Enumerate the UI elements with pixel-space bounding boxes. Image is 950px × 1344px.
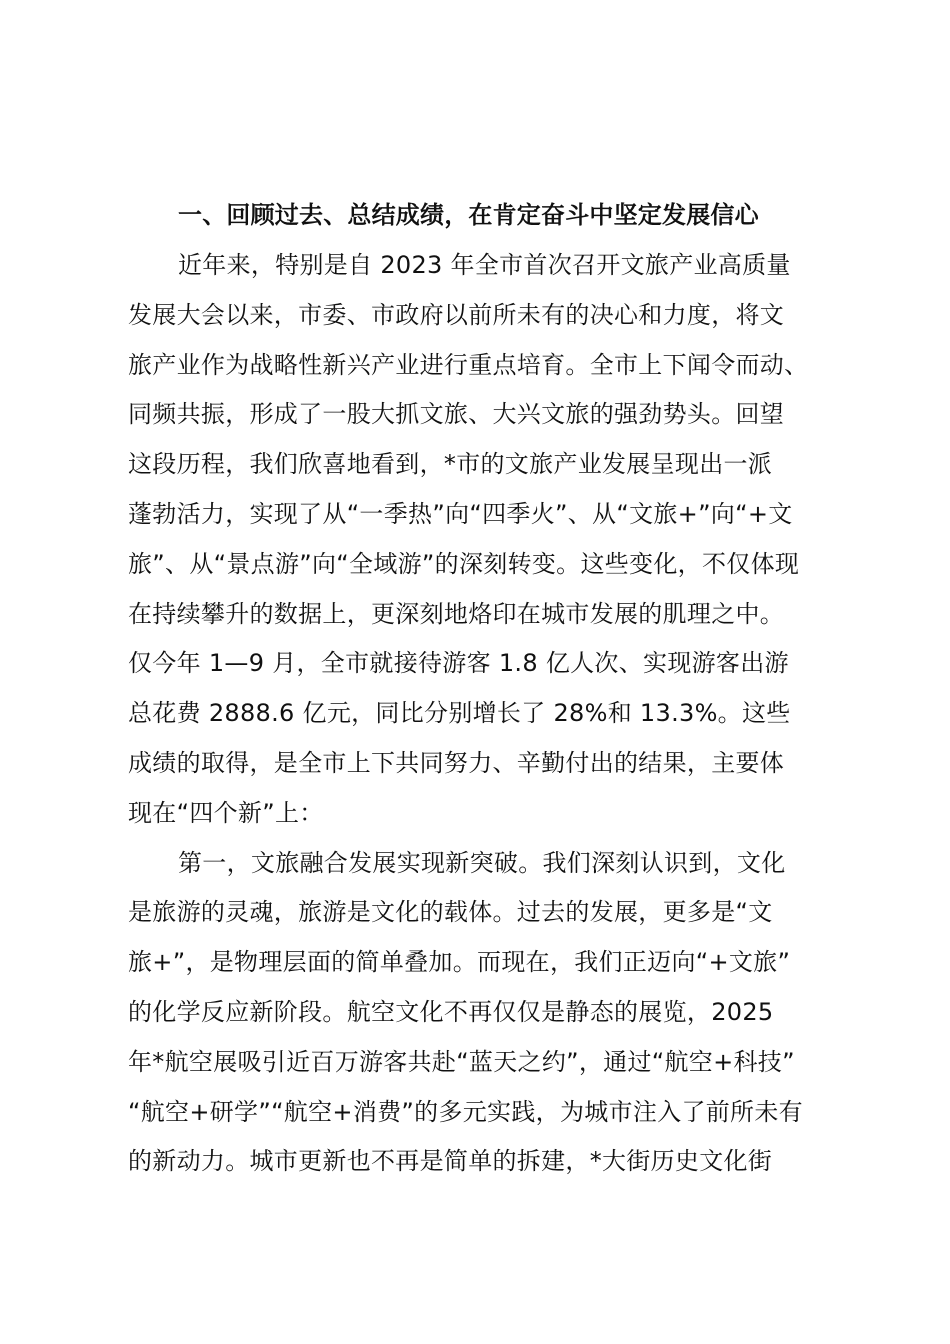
text-line: 近年来，特别是自 2023 年全市首次召开文旅产业高质量	[178, 251, 791, 279]
text-line: 年*航空展吸引近百万游客共赴“蓝天之约”，通过“航空+科技”	[128, 1047, 795, 1076]
text-line: 旅+”，是物理层面的简单叠加。而现在，我们正迈向“+文旅”	[128, 948, 791, 977]
section-heading: 一、回顾过去、总结成绩，在肯定奋斗中坚定发展信心	[178, 201, 759, 229]
text-line: 是旅游的灵魂，旅游是文化的载体。过去的发展，更多是“文	[128, 898, 773, 927]
text-line: 现在“四个新”上：	[128, 798, 324, 827]
text-line: 这段历程，我们欣喜地看到，*市的文旅产业发展呈现出一派	[128, 450, 773, 479]
text-line: 发展大会以来，市委、市政府以前所未有的决心和力度，将文	[128, 300, 785, 329]
text-line: 成绩的取得，是全市上下共同努力、辛勤付出的结果，主要体	[128, 748, 785, 777]
text-line: 的化学反应新阶段。航空文化不再仅仅是静态的展览，2025	[128, 997, 774, 1026]
text-line: “航空+研学”“航空+消费”的多元实践，为城市注入了前所未有	[128, 1097, 803, 1126]
text-line: 旅”、从“景点游”向“全域游”的深刻转变。这些变化，不仅体现	[128, 549, 800, 578]
text-line: 第一，文旅融合发展实现新突破。我们深刻认识到，文化	[178, 848, 786, 877]
text-line: 总花费 2888.6 亿元，同比分别增长了 28%和 13.3%。这些	[128, 699, 791, 728]
body-text	[128, 243, 808, 1189]
text-line: 的新动力。城市更新也不再是简单的拆建，*大街历史文化街	[128, 1147, 773, 1176]
text-line: 仅今年 1—9 月，全市就接待游客 1.8 亿人次、实现游客出游	[128, 649, 789, 678]
text-line: 蓬勃活力，实现了从“一季热”向“四季火”、从“文旅+”向“+文	[128, 499, 793, 528]
text-line: 在持续攀升的数据上，更深刻地烙印在城市发展的肌理之中。	[128, 599, 785, 628]
text-line: 旅产业作为战略性新兴产业进行重点培育。全市上下闻令而动、	[128, 350, 809, 379]
text-line: 同频共振，形成了一股大抓文旅、大兴文旅的强劲势头。回望	[128, 400, 785, 429]
